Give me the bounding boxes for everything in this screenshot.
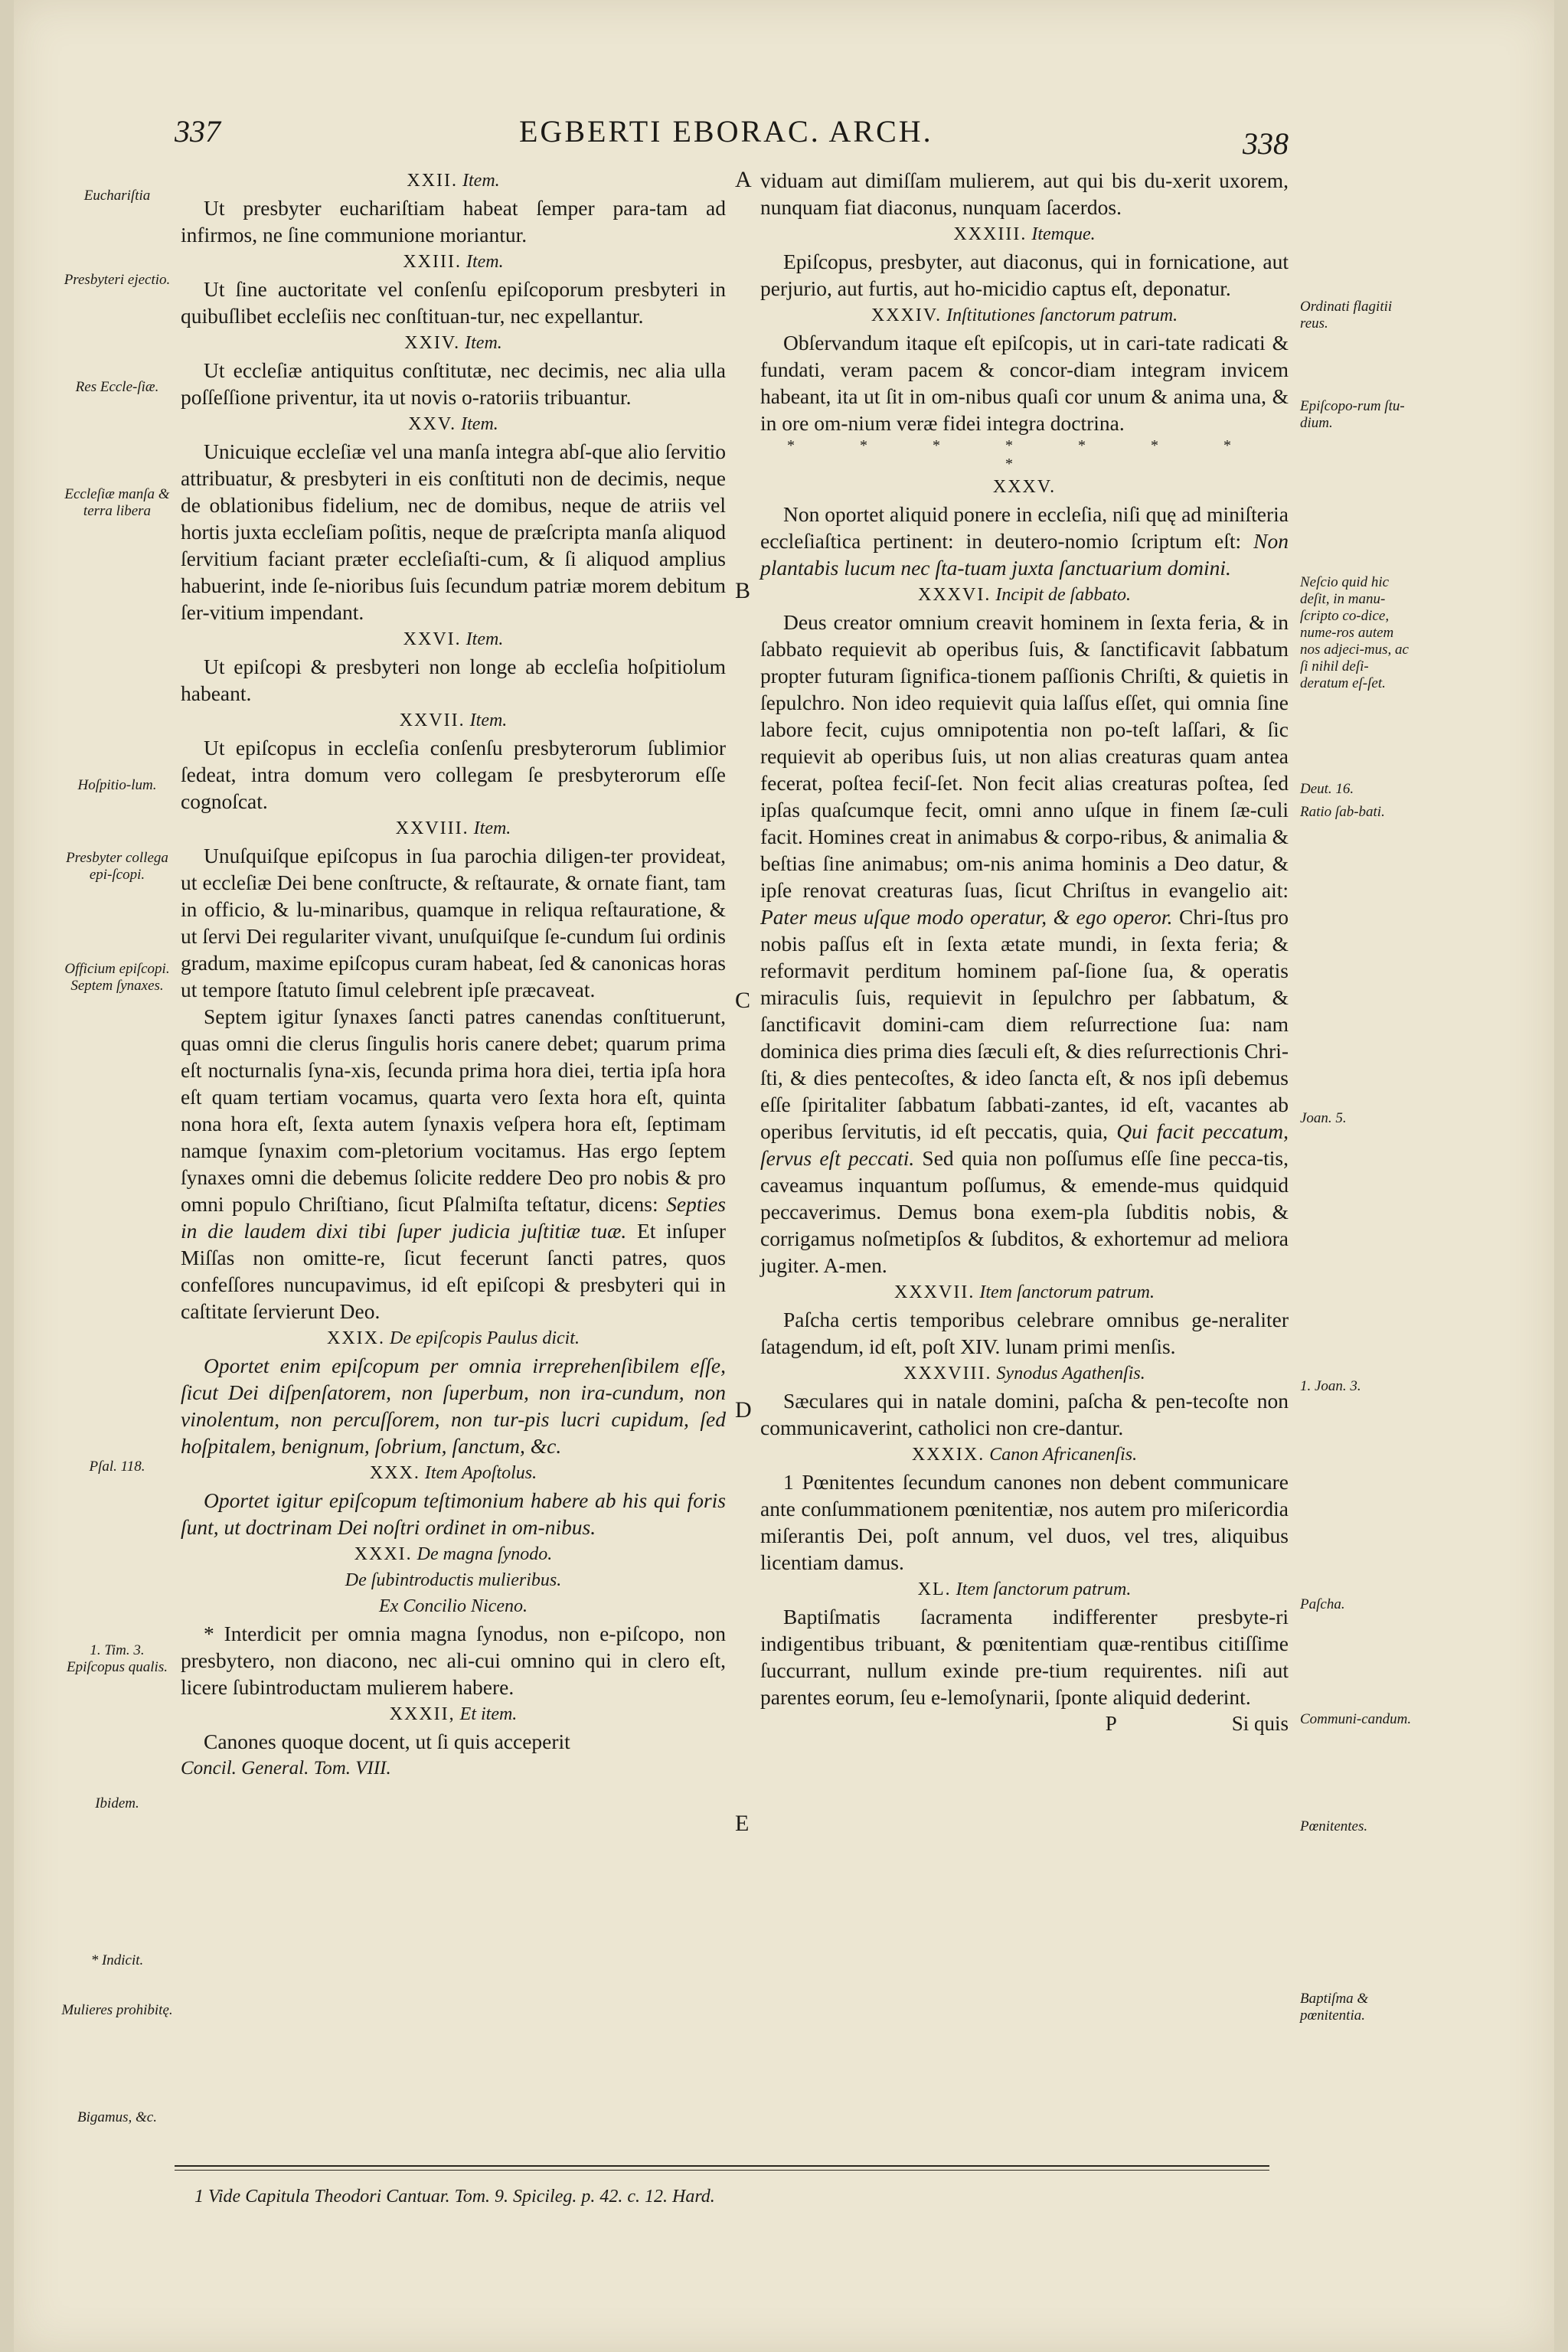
paragraph: Deus creator omnium creavit hominem in ſexta feria, & in ſabbato requievit ab operibus ſuis, & ſanctificavit ſabbatum propter futuram ſignifica-tionem paſſionis Chriſti, & quietis in ſepulchro. Non ideo requievit quia laſſus eſſet, qui omnia ſine labore fecit, cujus omnipotentia non po-teſt laſſari, & ſic requievit ab operibus ſuis, ut non alias creaturas quam antea fecerat, poſtea feciſ-ſet. Non fecit alias creaturas poſtea, ſed ipſas quaſcumque fecit, omni anno uſque in finem ſæ-culi facit. Homines creat in animabus & corpo-ribus, & animalia & beſtias ſine animabus; om-nis anima hominis a Deo datur, & ipſe renovat creaturas ſuas, ſicut Chriſtus in evangelio ait: Pater meus uſque modo operatur, & ego operor. Chri-ſtus pro nobis paſſus eſt in ſexta ætate mundi, in ſexta feria; & reformavit perditum hominem paſ-ſione ſua, & operatis miraculis ſuis, requievit in ſepulchro per ſabbatum, & ſanctificavit domini-cam diem reſurrectione ſua: nam dominica dies prima dies ſæculi eſt, & dies reſurrectionis Chri-ſti, & dies pentecoſtes, & ideo ſancta eſt, & nos ipſi debemus eſſe ſpiritaliter ſabbatum ſabbati-zantes, id eſt, vacantes ab operibus ſervitutis, id eſt peccatis, quia, Qui facit peccatum, ſervus eſt peccati. Sed quia non poſſumus eſſe ſine pecca-tis, caveamus inquantum poſſumus, & emende-mus quidquid peccaverimus. Demus bona exem-pla ſubditis nobis, & corrigamus noſmetipſos & ſubditos, & exhortemur ad meliora jugiter. A-men. bbox=[760, 610, 1289, 1277]
paragraph: 1 Pœnitentes ſecundum canones non debent communicare ante conſummationem pœnitentiæ, nos autem pro miſericordia miſerantis Dei, poſt annum, vel duos, vel tres, aliquibus licentiam damus. bbox=[760, 1470, 1289, 1574]
section-letter-b: B bbox=[735, 578, 751, 603]
chapter-heading: XL. Item ſanctorum patrum. bbox=[917, 1579, 1132, 1599]
paragraph: Canones quoque docent, ut ſi quis acceperit bbox=[204, 1730, 570, 1753]
margin-note: Ordinati flagitii reus. bbox=[1300, 299, 1393, 332]
footnote-rule bbox=[175, 2165, 1269, 2167]
chapter-heading: XXIII. Item. bbox=[403, 252, 504, 272]
chapter-heading: XXXV. bbox=[992, 477, 1057, 497]
signature-mark: P bbox=[1105, 1712, 1117, 1735]
chapter-heading: XXXIV. Inſtitutiones ſanctorum patrum. bbox=[871, 305, 1178, 325]
margin-note: Res Eccle-ſiæ. bbox=[75, 379, 159, 395]
margin-note: * Indicit. bbox=[90, 1952, 144, 1968]
paragraph: Epiſcopus, presbyter, aut diaconus, qui in fornicatione, aut perjurio, aut furtis, aut ho-micidio captus eſt, deponatur. bbox=[760, 250, 1289, 300]
margin-note: 1. Tim. 3. Epiſcopus qualis. bbox=[67, 1642, 168, 1675]
margin-note: Presbyter collega epi-ſcopi. bbox=[66, 850, 168, 883]
chapter-heading: XXXIII. Itemque. bbox=[953, 224, 1096, 244]
margin-note: Ibidem. bbox=[95, 1795, 139, 1811]
margin-note: Deut. 16. bbox=[1300, 781, 1354, 797]
section-letter-e: E bbox=[735, 1811, 750, 1836]
paragraph: Non oportet aliquid ponere in eccleſia, niſi quę ad miniſteria eccleſiaſtica pertinent: in deutero-nomio ſcriptum eſt: Non plantabis lucum nec ſta-tuam juxta ſanctuarium domini. bbox=[760, 502, 1289, 580]
paragraph: Unicuique eccleſiæ vel una manſa integra abſ-que alio ſervitio attribuatur, & presbyteri in eis conſtituti non de decimis, neque de oblationibus fidelium, nec de domibus, neque de atriis vel hortis juxta eccleſiam poſitis, neque de præſcripta manſa aliquod ſervitium faciant præter eccleſiaſti-cum, & ſi aliquod amplius habuerint, inde ſe-nioribus ſuis ſecundum patriæ morem debitum ſer-vitium impendant. bbox=[181, 439, 726, 624]
chapter-heading: XXIX. De epiſcopis Paulus dicit. bbox=[327, 1328, 580, 1348]
margin-note: Ratio ſab-bati. bbox=[1300, 804, 1385, 820]
right-text-column bbox=[760, 167, 1289, 1736]
margin-note: Neſcio quid hic deſit, in manu-ſcripto co-dice, nume-ros autem nos adjeci-mus, ac ſi nihil deſi-deratum eſ-ſet. bbox=[1300, 574, 1409, 691]
signature-line: Concil. General. Tom. VIII. bbox=[181, 1758, 391, 1779]
paragraph: Baptiſmatis ſacramenta indifferenter presbyte-ri indigentibus tribuant, & pœnitentiam quæ-rentibus citiſſime ſuccurrant, nullum exinde pre-tium requirentes. niſi aut parentes eorum, ſeu e-lemoſynarii, ſponte aliquid dederint. bbox=[760, 1605, 1289, 1709]
paragraph: Ut presbyter euchariſtiam habeat ſemper para-tam ad infirmos, ne ſine communione moriantur. bbox=[181, 196, 726, 247]
footnote-rule-thin bbox=[175, 2170, 1269, 2171]
section-letter-a: A bbox=[735, 167, 752, 192]
margin-note: 1. Joan. 3. bbox=[1300, 1378, 1361, 1394]
sub-heading: Ex Concilio Niceno. bbox=[379, 1596, 528, 1616]
lacuna-stars: * * * * * * * * bbox=[787, 437, 1262, 472]
margin-note: Epiſcopo-rum ſtu-dium. bbox=[1300, 398, 1405, 431]
paragraph: Ut epiſcopus in eccleſia conſenſu presbyterorum ſublimior ſedeat, intra domum vero collegam ſe presbyterorum eſſe cognoſcat. bbox=[181, 736, 726, 813]
chapter-heading: XXXIX. Canon Africanenſis. bbox=[911, 1445, 1138, 1465]
paragraph: Septem igitur ſynaxes ſancti patres canendas conſtituerunt, quas omni die clerus ſingulis horis canere debet; quarum prima eſt nocturnalis ſyna-xis, ſecunda prima hora diei, tertia ipſa hora eſt quam tertiam vocamus, quarta vero ſexta hora eſt, quinta nona hora eſt, ſexta autem ſynaxis veſpera hora eſt, ſeptimam namque ſynaxim com-pletorium vocitamus. Has ergo ſeptem ſynaxes omni die debemus ſolicite reddere Deo pro nobis & pro omni populo Chriſtiano, ſicut Pſalmiſta teſtatur, dicens: Septies in die laudem dixi tibi ſuper judicia juſtitiæ tuæ. Et inſuper Miſſas non omitte-re, ſicut fecerunt ſancti patres, quos confeſſores nuncupavimus, id eſt epiſcopi & presbyteri qui in caſtitate ſervierunt Deo. bbox=[181, 1004, 726, 1323]
running-title: EGBERTI EBORAC. ARCH. bbox=[519, 114, 933, 149]
chapter-heading: XXX. Item Apoſtolus. bbox=[369, 1463, 537, 1483]
margin-note: Bigamus, &c. bbox=[77, 2109, 157, 2125]
paragraph: * Interdicit per omnia magna ſynodus, non e-piſcopo, non presbytero, non diacono, nec ali-cui omnino qui in clero eſt, licere ſubintroductam mulierem habere. bbox=[181, 1622, 726, 1699]
margin-note: Joan. 5. bbox=[1300, 1110, 1347, 1126]
chapter-heading: XXXVII. Item ſanctorum patrum. bbox=[894, 1282, 1155, 1302]
chapter-heading: XXV. Item. bbox=[408, 414, 498, 434]
chapter-heading: XXXI. De magna ſynodo. bbox=[354, 1544, 553, 1564]
chapter-heading: XXVI. Item. bbox=[403, 629, 504, 649]
margin-note: Communi-candum. bbox=[1300, 1711, 1412, 1727]
quotation: Oportet enim epiſcopum per omnia irreprehenſibilem eſſe, ſicut Dei diſpenſatorem, non ſuperbum, non ira-cundum, non vinolentum, non percuſſorem, non tur-pis lucri cupidum, ſed hoſpitalem, benignum, ſobrium, ſanctum, &c. bbox=[181, 1354, 726, 1458]
book-page bbox=[14, 0, 1554, 2352]
margin-note: Eccleſiæ manſa & terra libera bbox=[64, 486, 170, 519]
chapter-heading: XXXII, Et item. bbox=[389, 1704, 518, 1724]
margin-note: Officium epiſcopi. Septem ſynaxes. bbox=[64, 961, 170, 994]
paragraph: Unuſquiſque epiſcopus in ſua parochia diligen-ter provideat, ut eccleſiæ Dei bene conſtructe, & reſtaurate, & ornate fiant, tam in officio, & lu-minaribus, quamque in reliqua reſtauratione, & ut ſervi Dei regulariter vivant, unuſquiſque ſe-cundum ſui ordinis gradum, maxime epiſcopus curam habeat, ſed & canonicas horas ut tempore ſtatuto ſimul celebrent ipſe præcaveat. bbox=[181, 844, 726, 1001]
paragraph: Ut epiſcopi & presbyteri non longe ab eccleſia hoſpitiolum habeant. bbox=[181, 655, 726, 705]
margin-note: Euchariſtia bbox=[83, 188, 151, 204]
paragraph: Obſervandum itaque eſt epiſcopis, ut in cari-tate radicati & fundati, veram pacem & concor-diam integram invicem habeant, ita ut ſit in om-nibus quaſi cor unum & anima una, & in ore om-nium veræ fidei integra doctrina. bbox=[760, 331, 1289, 435]
paragraph: viduam aut dimiſſam mulierem, aut qui bis du-xerit uxorem, nunquam fiat diaconus, nunquam ſacerdos. bbox=[760, 168, 1289, 219]
catchword-line bbox=[760, 1710, 1289, 1736]
chapter-heading: XXVII. Item. bbox=[399, 710, 508, 730]
paragraph: Sæculares qui in natale domini, paſcha & pen-tecoſte non communicaverint, catholici non cre-dantur. bbox=[760, 1389, 1289, 1439]
chapter-heading: XXII. Item. bbox=[407, 171, 500, 191]
paragraph: Ut ſine auctoritate vel conſenſu epiſcoporum presbyteri in quibuſlibet eccleſiis nec conſtituan-tur, nec expellantur. bbox=[181, 277, 726, 328]
chapter-heading: XXVIII. Item. bbox=[395, 818, 511, 838]
section-letter-c: C bbox=[735, 988, 751, 1013]
chapter-heading: XXIV. Item. bbox=[404, 333, 502, 353]
footnote: 1 Vide Capitula Theodori Cantuar. Tom. 9. Spicileg. p. 42. c. 12. Hard. bbox=[194, 2187, 715, 2207]
margin-note: Baptiſma & pœnitentia. bbox=[1300, 1991, 1369, 2024]
catchword: Si quis bbox=[1231, 1712, 1289, 1735]
margin-note: Hoſpitio-lum. bbox=[77, 777, 157, 793]
sub-heading: De ſubintroductis mulieribus. bbox=[345, 1570, 562, 1590]
margin-note: Mulieres prohibitę. bbox=[61, 2002, 173, 2018]
section-letter-d: D bbox=[735, 1397, 752, 1423]
left-text-column bbox=[181, 167, 726, 1782]
margin-note: Pſal. 118. bbox=[89, 1459, 145, 1475]
margin-note: Paſcha. bbox=[1300, 1596, 1345, 1612]
running-header bbox=[14, 107, 1554, 161]
margin-note: Pœnitentes. bbox=[1300, 1818, 1368, 1834]
chapter-heading: XXXVIII. Synodus Agathenſis. bbox=[903, 1364, 1145, 1383]
quotation: Oportet igitur epiſcopum teſtimonium habere ab his qui foris ſunt, ut doctrinam Dei noſtri ordinet in om-nibus. bbox=[181, 1488, 726, 1539]
page-number-left: 337 bbox=[175, 114, 220, 149]
margin-note: Presbyteri ejectio. bbox=[64, 272, 171, 288]
paragraph: Paſcha certis temporibus celebrare omnibus ge-neraliter ſatagendum, id eſt, poſt XIV. lunam primi menſis. bbox=[760, 1308, 1289, 1358]
page-number-right: 338 bbox=[1243, 126, 1289, 161]
paragraph: Ut eccleſiæ antiquitus conſtitutæ, nec decimis, nec alia ulla poſſeſſione priventur, ita ut novis o-ratoriis tribuantur. bbox=[181, 358, 726, 409]
chapter-heading: XXXVI. Incipit de ſabbato. bbox=[918, 585, 1131, 605]
